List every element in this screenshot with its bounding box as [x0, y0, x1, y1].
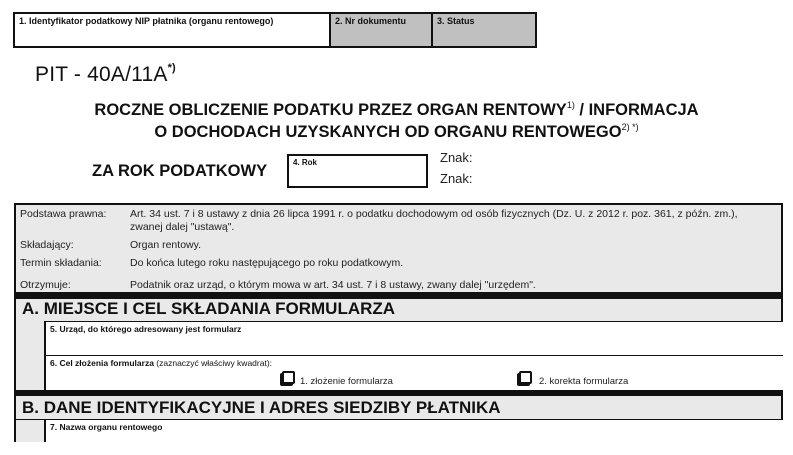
- info-value-submitter: Organ rentowy.: [130, 239, 202, 251]
- nip-field[interactable]: [13, 12, 331, 48]
- purpose-note: (zaznaczyć właściwy kwadrat):: [153, 358, 273, 368]
- legal-info-block: [14, 203, 783, 294]
- title-line1-text: ROCZNE OBLICZENIE PODATKU PRZEZ ORGAN RENTOWY: [94, 101, 567, 119]
- status-field: [431, 12, 537, 48]
- nip-field-label: 1. Identyfikator podatkowy NIP płatnika (organu rentowego): [19, 16, 274, 26]
- checkbox-correction-label: 2. korekta formularza: [539, 376, 629, 387]
- tax-year-field-label: 4. Rok: [293, 158, 318, 167]
- znak-label-2: Znak:: [440, 171, 473, 186]
- form-title-line1: [0, 100, 793, 120]
- info-label-submitter: Składający:: [20, 239, 74, 251]
- document-number-field: [329, 12, 433, 48]
- title-line1-footnote: 1): [566, 100, 575, 110]
- tax-year-field[interactable]: [287, 154, 428, 188]
- title-line2-text: O DOCHODACH UZYSKANYCH OD ORGANU RENTOWEGO: [154, 123, 622, 141]
- document-number-label: 2. Nr dokumentu: [335, 16, 407, 26]
- tax-office-label: 5. Urząd, do którego adresowany jest formularz: [50, 324, 242, 334]
- form-code-footnote: *): [167, 62, 176, 74]
- checkbox-correction[interactable]: [519, 371, 532, 384]
- info-value-legal-basis: Art. 34 ust. 7 i 8 ustawy z dnia 26 lipca 1991 r. o podatku dochodowym od osób fizycznych (Dz. U. z 2012 r. poz. 361, z późn. zm.), zwanej dalej "ustawą".: [130, 208, 738, 233]
- title-line1-tail: / INFORMACJA: [574, 101, 699, 119]
- purpose-label: 6. Cel złożenia formularza: [50, 358, 154, 368]
- tax-office-field[interactable]: [44, 321, 783, 355]
- info-value-recipient: Podatnik oraz urząd, o którym mowa w art. 34 ust. 7 i 8 ustawy, zwany dalej "urzędem".: [130, 279, 536, 291]
- checkbox-submission[interactable]: [282, 371, 295, 384]
- purpose-field: [44, 355, 783, 390]
- pension-authority-name-label: 7. Nazwa organu rentowego: [50, 422, 163, 432]
- tax-year-label: ZA ROK PODATKOWY: [92, 162, 268, 180]
- info-label-deadline: Termin składania:: [20, 257, 102, 269]
- info-value-deadline: Do końca lutego roku następującego po roku podatkowym.: [130, 257, 404, 269]
- pension-authority-name-field[interactable]: [44, 420, 783, 442]
- form-code: [35, 62, 176, 87]
- form-code-text: PIT - 40A/11A: [35, 63, 168, 86]
- status-label: 3. Status: [437, 16, 475, 26]
- info-label-recipient: Otrzymuje:: [20, 279, 71, 291]
- znak-label-1: Znak:: [440, 150, 473, 165]
- title-line2-footnote: 2) *): [621, 122, 639, 132]
- checkbox-submission-label: 1. złożenie formularza: [300, 376, 393, 387]
- section-a-heading: A. MIEJSCE I CEL SKŁADANIA FORMULARZA: [14, 299, 783, 321]
- info-label-legal-basis: Podstawa prawna:: [20, 208, 107, 220]
- form-title-line2: [0, 122, 793, 142]
- section-b-heading: B. DANE IDENTYFIKACYJNE I ADRES SIEDZIBY PŁATNIKA: [14, 396, 783, 420]
